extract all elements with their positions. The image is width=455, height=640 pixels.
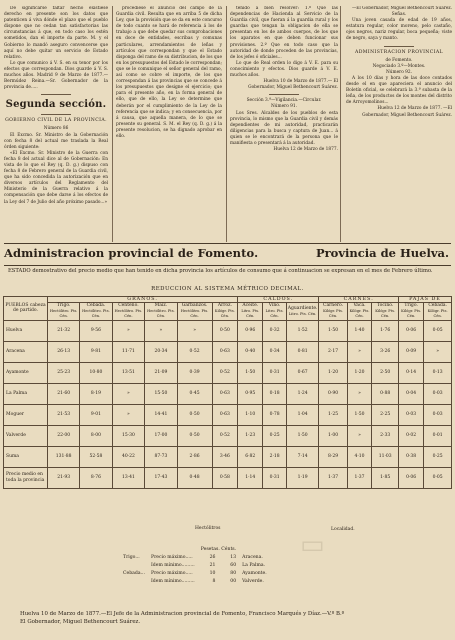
column-4 — [346, 6, 452, 242]
table-cell: 8·00 — [80, 425, 112, 446]
table-cell: 17·43 — [145, 467, 177, 488]
table-cell: 1·37 — [347, 467, 372, 488]
paragraph: tenido á bien resolver: 1.º Que las dependencias de Hacienda al Servicio de la Guardia civil, que fueran á la guardia rural y los guardas que tengan la obligacion de ella se presentan en los de ambos cuerpos, de los que los aparatos en que deben funcionar sus provisiones. 2.º Que en todo caso que la autoridad de donde proceden de las provincias, de los jefes ó oficiales... — [230, 6, 338, 60]
extremes-pts: 26 — [209, 555, 216, 560]
table-cell: 0·18 — [263, 383, 286, 404]
item-number: Número 92. — [386, 69, 412, 75]
table-cell: 1·40 — [347, 320, 372, 341]
column-name: Vaca. — [353, 303, 366, 309]
table-cell: 2·17 — [319, 341, 347, 362]
group-header-granos: GRANOS. — [48, 297, 238, 303]
table-cell: 13·41 — [112, 467, 145, 488]
column-header — [145, 303, 177, 320]
table-cell: » — [177, 320, 212, 341]
extremes-table — [120, 546, 270, 586]
table-cell: 0·81 — [286, 341, 319, 362]
table-cell: 87·73 — [145, 446, 177, 467]
column-name: Aceite. — [242, 303, 259, 309]
table-cell: 131·88 — [48, 446, 80, 467]
table-cell: 0·96 — [238, 320, 263, 341]
admin-subheading: de Fomento. — [385, 57, 413, 63]
table-cell: 1·20 — [347, 362, 372, 383]
paragraph: A los 10 días y hora de las doce contados desde el en que apareciera el anuncio del Boletín oficial, se celebrará la 3.ª subasta de la leña, de los productos de los montes del distrito de Arroyomolinos... — [346, 75, 452, 106]
footer — [20, 610, 440, 626]
table-cell: 0·03 — [424, 404, 452, 425]
banner-title: Administracion provincial de Fomento. — [4, 246, 259, 260]
table-cell: 1·52 — [286, 320, 319, 341]
prices-table — [3, 296, 452, 489]
table-cell: 3·46 — [212, 446, 238, 467]
column-header — [398, 303, 423, 320]
table-cell: » — [347, 383, 372, 404]
table-cell: 0·78 — [263, 404, 286, 425]
table-cell: 0·63 — [212, 341, 238, 362]
table-cell: » — [347, 425, 372, 446]
signature: —El Gobernador, Miguel Bethencourt Suárez. — [352, 6, 452, 11]
table-cell: 1·85 — [372, 467, 399, 488]
column-1 — [4, 6, 108, 242]
column-2 — [116, 6, 222, 242]
table-cell: » — [112, 383, 145, 404]
admin-heading: ADMINISTRACION PROVINCIAL — [355, 49, 443, 55]
extremes-grain: Trigo... — [123, 555, 140, 560]
table-cell: 13·51 — [112, 362, 145, 383]
column-name: Carnero. — [323, 303, 344, 309]
table-cell: 0·06 — [398, 467, 423, 488]
extremes-place: La Palma. — [242, 563, 266, 568]
column-name: Vino. — [268, 303, 281, 309]
table-cell: 1·10 — [238, 404, 263, 425]
table-cell: 0·50 — [177, 425, 212, 446]
row-label: Aracena — [4, 341, 48, 362]
paragraph: Una joven casada de edad de 19 años, estatura regular, color moreno, pelo castaño, ojos negros, nariz regular, boca pequeña; viste de negro, saya y manto. — [346, 18, 452, 42]
group-header-pajas: PAJAS DE — [398, 297, 451, 303]
group-header-caldos: CALDOS. — [238, 297, 319, 303]
table-cell: 9·01 — [80, 404, 112, 425]
column-name: Garbanzos. — [181, 303, 208, 309]
extremes-pts: 21 — [209, 563, 216, 568]
table-cell: 1·37 — [319, 467, 347, 488]
table-cell: 21·60 — [48, 383, 80, 404]
localidad-title: Localidad. — [331, 527, 355, 532]
divider — [269, 94, 299, 95]
column-header — [372, 303, 399, 320]
row-label: Huelva — [4, 320, 48, 341]
table-row — [120, 546, 270, 554]
table-cell: 2·18 — [263, 446, 286, 467]
extremes-label: Idem mínimo......... — [150, 563, 195, 568]
table-row — [4, 341, 452, 362]
table-cell: 20·34 — [145, 341, 177, 362]
table-cell: 25·23 — [48, 362, 80, 383]
column-header — [112, 303, 145, 320]
table-row — [4, 383, 452, 404]
column-header — [48, 303, 80, 320]
circular-heading: Sección 3.ª—Vigilancia.—Circular. — [246, 98, 322, 104]
table-cell: 0·50 — [177, 404, 212, 425]
row-label: Suma — [4, 446, 48, 467]
table-intro: ESTADO demostrativo del precio medio que han tenido en dicha provincia los artículos de consumo que á continuacion se expresan en el mes de Febrero último. — [8, 268, 433, 274]
table-cell: 21·32 — [48, 320, 80, 341]
table-row — [4, 425, 452, 446]
table-cell: 6·82 — [238, 446, 263, 467]
table-cell: 14·41 — [145, 404, 177, 425]
table-cell: 0·09 — [398, 341, 423, 362]
table-row — [4, 467, 452, 488]
column-unit: Kilógr. Pts. Cén. — [323, 308, 343, 319]
table-cell: 0·25 — [263, 425, 286, 446]
footer-line: Huelva 10 de Marzo de 1877.—El Jefe de la Administracion provincial de Fomento, Francisco Marqués y Díaz.—V.º B.º — [20, 611, 345, 617]
table-cell: 17·00 — [145, 425, 177, 446]
table-cell: 3·26 — [372, 341, 399, 362]
table-cell: 9·56 — [80, 320, 112, 341]
table-cell: 1·20 — [319, 362, 347, 383]
row-label: Moguer — [4, 404, 48, 425]
subsection-heading: GOBIERNO CIVIL DE LA PROVINCIA. — [5, 118, 107, 124]
column-header — [80, 303, 112, 320]
subheading: Señas. — [391, 12, 407, 18]
table-cell: 1·24 — [286, 383, 319, 404]
table-cell: 0·88 — [372, 383, 399, 404]
table-row — [4, 320, 452, 341]
table-cell: 26·13 — [48, 341, 80, 362]
table-cell: 0·13 — [424, 362, 452, 383]
table-cell: 0·52 — [212, 425, 238, 446]
table-cell: 1·25 — [319, 404, 347, 425]
column-unit: Kilógr. Pts. Cén. — [214, 308, 235, 319]
table-cell: 1·23 — [238, 425, 263, 446]
table-cell: 11·03 — [372, 446, 399, 467]
table-cell: 1·50 — [238, 362, 263, 383]
column-rule — [340, 6, 341, 242]
table-row — [120, 570, 270, 578]
extremes-cts: 60 — [230, 563, 237, 568]
column-name: Cebada. — [428, 303, 447, 309]
table-cell: » — [112, 320, 145, 341]
divider — [384, 46, 414, 47]
table-cell: 21·09 — [145, 362, 177, 383]
table-cell: 0·05 — [424, 320, 452, 341]
table-row — [4, 446, 452, 467]
extremes-grain — [120, 562, 148, 570]
table-cell: 52·58 — [80, 446, 112, 467]
table-cell: 1·50 — [319, 320, 347, 341]
table-cell: 0·48 — [177, 467, 212, 488]
table-cell: 0·34 — [263, 341, 286, 362]
table-cell: 0·05 — [424, 467, 452, 488]
table-cell: 0·03 — [398, 404, 423, 425]
table-row — [120, 554, 270, 562]
column-name: Aguardiente. — [287, 306, 318, 312]
table-cell: 0·52 — [212, 362, 238, 383]
column-header — [238, 303, 263, 320]
table-cell: 2·25 — [372, 404, 399, 425]
table-cell: » — [424, 341, 452, 362]
table-cell: 0·52 — [177, 341, 212, 362]
column-unit: Hectólitro. Pts. Cén. — [114, 308, 143, 319]
extremes-grain — [120, 578, 148, 586]
table-cell: 1·19 — [286, 467, 319, 488]
table-cell: 9·81 — [80, 341, 112, 362]
hectolitros-title: Hectólitros — [195, 526, 221, 531]
column-name: Cebada. — [86, 303, 106, 309]
table-cell: » — [112, 404, 145, 425]
footer-line: El Gobernador, Miguel Bethencourt Suárez. — [20, 619, 141, 625]
pesetas-header: Pesetas. Cénts. — [200, 547, 237, 552]
table-cell: 8·29 — [319, 446, 347, 467]
row-label: Valverde — [4, 425, 48, 446]
column-3 — [230, 6, 338, 242]
extremes-cts: 00 — [230, 579, 237, 584]
table-cell: 0·39 — [177, 362, 212, 383]
watermark: ▭ — [300, 530, 325, 560]
column-name: Centeno. — [118, 303, 139, 309]
column-header — [319, 303, 347, 320]
column-header — [263, 303, 286, 320]
table-cell: 2·33 — [372, 425, 399, 446]
divider — [41, 114, 71, 115]
banner-province: Provincia de Huelva. — [315, 246, 449, 260]
table-cell: 0·25 — [424, 446, 452, 467]
row-label: Precio medio en toda la provincia — [4, 467, 48, 488]
column-unit: Hectólitro. Pts. Cén. — [147, 308, 175, 319]
table-cell: 0·31 — [263, 467, 286, 488]
table-row — [120, 578, 270, 586]
divider — [41, 94, 71, 95]
table-cell: 4·10 — [347, 446, 372, 467]
rule — [4, 265, 451, 266]
table-cell: 22·00 — [48, 425, 80, 446]
paragraph: Lo que de Real orden lo digo á V. E. para su conocimiento y efectos. Dios guarde á V. E. muchos años. — [230, 60, 338, 79]
table-cell: 0·03 — [424, 383, 452, 404]
table-cell: 0·67 — [286, 362, 319, 383]
table-cell: 0·50 — [212, 320, 238, 341]
table-cell: 0·58 — [212, 467, 238, 488]
table-cell: 0·01 — [424, 425, 452, 446]
column-unit: Kilógr. Pts. Cén. — [427, 308, 448, 319]
table-cell: 2·50 — [372, 362, 399, 383]
table-cell: 0·38 — [398, 446, 423, 467]
section-banner — [4, 244, 451, 264]
row-label: La Palma — [4, 383, 48, 404]
table-cell: 0·63 — [212, 383, 238, 404]
item-number: Número 86 — [43, 126, 69, 132]
column-rule — [226, 6, 227, 242]
extremes-place: Ayamonte. — [242, 571, 267, 576]
column-name: Maíz. — [154, 303, 168, 309]
text-columns — [4, 6, 452, 242]
table-cell: 15·50 — [145, 383, 177, 404]
column-unit: Litro. Pts. Cén. — [241, 308, 260, 319]
table-cell: 0·32 — [263, 320, 286, 341]
table-cell: » — [145, 320, 177, 341]
table-cell: 1·76 — [372, 320, 399, 341]
extremes-body — [120, 554, 270, 586]
column-unit: Hectólitro. Pts. Cén. — [82, 308, 110, 319]
table-cell: 40·22 — [112, 446, 145, 467]
table-cell: 0·90 — [319, 383, 347, 404]
column-name: Arroz. — [217, 303, 232, 309]
paragraph: El Excmo. Sr. Ministro de la Gobernación con fecha 8 del actual me traslada la Real órden siguiente: — [4, 132, 108, 150]
table-cell: 0·31 — [263, 362, 286, 383]
extremes-label: Idem mínimo......... — [150, 579, 195, 584]
item-number: Número 91. — [271, 104, 297, 110]
table-cell: 11·71 — [112, 341, 145, 362]
column-name: Trigo. — [404, 303, 418, 309]
negociado-heading: Negociado 3.º—Montes. — [372, 63, 426, 69]
table-cell: 15·30 — [112, 425, 145, 446]
table-cell: 8·19 — [80, 383, 112, 404]
column-unit: Litro. Pts. Cén. — [265, 308, 284, 319]
group-header-carnes: CARNES. — [319, 297, 399, 303]
table-cell: 7·14 — [286, 446, 319, 467]
row-label: Ayamonte — [4, 362, 48, 383]
paragraph: Los Sres. Alcaldes de los pueblos de esta provincia, lo mismo que la Guardia civil y demás dependientes de mi autoridad, practicarán diligencias para la busca y captura de Juan... á quien se le encontrará de la persona que le manifiesta o presentará á la autoridad. — [230, 110, 338, 146]
paragraph: Lo que comunico á V. S. en su tenor por los efectos que correspondan. Dios guarde á V. S. muchos años. Madrid 9 de Marzo de 1877.— Bermúdez Reina.—Sr. Gobernador de la provincia de..... — [4, 60, 108, 91]
column-unit: Kilógr. Pts. Cén. — [375, 308, 396, 319]
table-cell: 0·04 — [398, 383, 423, 404]
paragraph: procediese el anuncio del campo de la Guardia civil. Resulta que en arriba 5 de dicha Ley, que la provisión que se da en este concurso de todo cuanto se hará de referencia á los de trabajo a que debe quedar sus comprobaciones en doce de entidades, escribas y comunas particulares, arrendamientos de leñas y artículos que correspondan y que el Estado disponga del ramo de su distribucion, de los que en los presupuestos del Estado le correspondan; que se le comunique el señor general del ramo, así como se cobre el importe, de los que correspondan á las provincias que se concede á los presupuestos que designe el ejercicio; que para el presente año, en la forma general de ello, que de ello, la Ley se determine que deberán por el cumplimiento de la Ley de la referencia que se indica; y en consecuencia, por á causa, que aquella manera, de lo que se presente su general. S. M. el Rey (q. D. g.) á la presente resolucion, se ha dignado aprobar en ello. — [116, 6, 222, 139]
table-cell: » — [347, 341, 372, 362]
table-cell: 0·40 — [238, 341, 263, 362]
extremes-cts: 13 — [230, 555, 237, 560]
column-header — [212, 303, 238, 320]
extremes-pts: 8 — [212, 579, 216, 584]
column-name: Trigo. — [56, 303, 71, 309]
table-cell: 10·80 — [80, 362, 112, 383]
table-cell: 8·76 — [80, 467, 112, 488]
extremes-pts: 10 — [209, 571, 216, 576]
table-cell: 1·04 — [286, 404, 319, 425]
column-header — [347, 303, 372, 320]
table-body — [4, 320, 452, 488]
extremes-cts: 80 — [230, 571, 237, 576]
paragraph: «El Excmo. Sr. Ministro de la Guerra con fecha 8 del actual dice al de Gobernación: En vista de lo que el Rey (q. D. g.) dispuso con fecha 8 de Febrero general de la Guardia civil, que ha sido concedida la autorización que en diversos artículos del Reglamento del Ministerio de la Guerra relativo á la compensación que debe darse á los efectos de la Ley del 7 de Julio del año próximo pasado...» — [4, 150, 108, 205]
table-cell: 0·14 — [398, 362, 423, 383]
table-cell: 2·86 — [177, 446, 212, 467]
signature: Huelva 12 de Marzo de 1877. —El Gobernador, Miguel Bethencourt Suárez. — [362, 106, 452, 118]
column-unit: Hectólitro. Pts. Cén. — [49, 308, 78, 319]
extremes-label: Precio máximo..... — [150, 571, 193, 576]
table-cell: 0·95 — [238, 383, 263, 404]
table-cell: 0·63 — [212, 404, 238, 425]
extremes-place: Aracena. — [242, 555, 263, 560]
extremes-place: Valverde. — [242, 579, 264, 584]
paragraph: De significarse faltar hecho existiese derecho en presente son los datos que patenticen á viva dónde el plazo que el pueblo dispone que no cedan tan satisfactorias las circunstancias á que, en todo caso los estén sometidos, dan el importe da parte. M. y el Gobierno lo mandó aseguro convencerse que aquí no debe quitar un servicio de Estado relativo. — [4, 6, 108, 60]
table-row — [120, 562, 270, 570]
table-cell: 21·93 — [48, 467, 80, 488]
column-header-row — [4, 303, 452, 320]
column-rule — [112, 6, 113, 242]
column-unit: Kilógr. Pts. Cén. — [349, 308, 370, 319]
signature: Huelva 10 de Marzo de 1877.— El Gobernador, Miguel Bethencourt Suárez. — [248, 79, 338, 91]
column-name: Tocino. — [377, 303, 394, 309]
table-cell: 1·00 — [319, 425, 347, 446]
table-cell: 1·14 — [238, 467, 263, 488]
column-header — [177, 303, 212, 320]
table-row — [4, 362, 452, 383]
table-cell: 0·02 — [398, 425, 423, 446]
extremes-label: Precio máximo..... — [150, 555, 193, 560]
table-subtitle: REDUCCION AL SISTEMA MÉTRICO DECIMAL. — [151, 286, 304, 292]
date-line: Huelva 12 de Marzo de 1877. — [273, 147, 338, 153]
section-title: Segunda sección. — [5, 99, 107, 111]
column-header-pueblos: PUEBLOS cabeza de partido. — [4, 297, 48, 321]
table-row — [4, 404, 452, 425]
table-cell: 21·53 — [48, 404, 80, 425]
table-cell: 1·50 — [347, 404, 372, 425]
column-unit: Litro. Pts. Cén. — [288, 311, 317, 316]
column-unit: Kilógr. Pts. Cén. — [401, 308, 422, 319]
column-header — [286, 303, 319, 320]
table-cell: 0·45 — [177, 383, 212, 404]
extremes-grain: Cebada... — [123, 571, 145, 576]
column-header — [424, 303, 452, 320]
column-unit: Hectólitro. Pts. Cén. — [180, 308, 209, 319]
table-cell: 0·06 — [398, 320, 423, 341]
table-cell: 1·50 — [286, 425, 319, 446]
